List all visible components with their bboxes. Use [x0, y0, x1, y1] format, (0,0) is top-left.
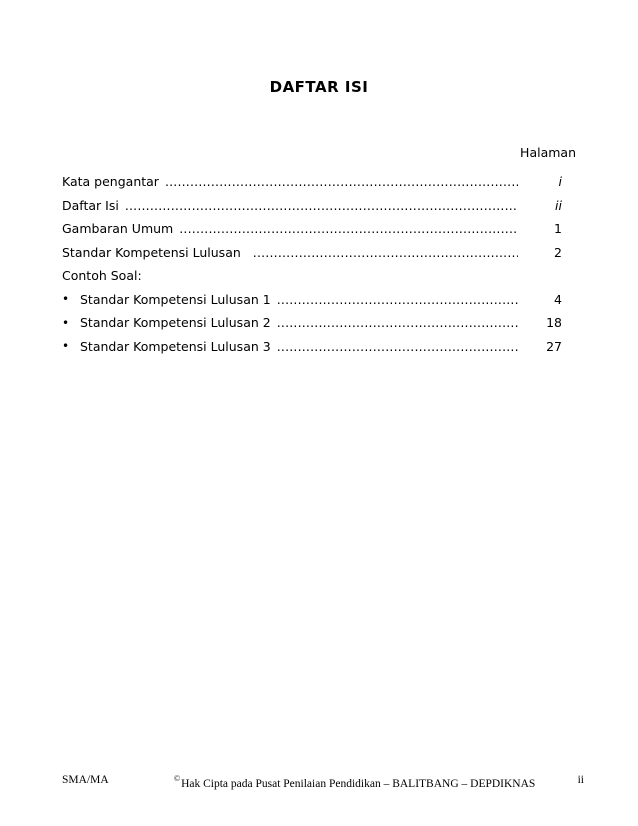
toc-entry-label: Standar Kompetensi Lulusan 2 [80, 315, 271, 331]
toc-entry-page: i [558, 174, 562, 190]
toc-entry-label: Gambaran Umum [62, 221, 174, 237]
bullet-icon: • [62, 292, 70, 307]
footer-copyright-text: Hak Cipta pada Pusat Penilaian Pendidikan – BALITBANG – DEPDIKNAS [181, 778, 536, 790]
copyright-icon: © [174, 774, 181, 783]
toc-entry-standar-kompetensi-lulusan [62, 241, 562, 265]
dot-leader [165, 174, 518, 189]
toc-section-contoh-soal [62, 264, 562, 288]
dot-leader [125, 198, 518, 213]
toc-entry-label: Standar Kompetensi Lulusan 1 [80, 291, 271, 307]
footer-school-level: SMA/MA [62, 774, 109, 786]
bullet-icon: • [62, 315, 70, 330]
toc-entry-skl-3 [62, 335, 562, 359]
dot-leader [277, 315, 518, 330]
toc-section-label: Contoh Soal: [62, 268, 142, 284]
page-column-header: Halaman [520, 145, 576, 160]
toc-entry-label: Kata pengantar [62, 174, 159, 190]
dot-leader [179, 221, 518, 236]
toc-entry-page: ii [555, 197, 562, 213]
document-title: DAFTAR ISI [269, 78, 369, 96]
dot-leader [253, 245, 518, 260]
toc-entry-label: Standar Kompetensi Lulusan 3 [80, 338, 271, 354]
toc-entry-page: 4 [554, 291, 562, 307]
footer-copyright [174, 774, 535, 790]
footer-page-number: ii [577, 774, 584, 786]
toc-entry-label: Daftar Isi [62, 197, 119, 213]
toc-entry-label: Standar Kompetensi Lulusan [62, 244, 241, 260]
toc-entry-page: 1 [554, 221, 562, 237]
bullet-icon: • [62, 339, 70, 354]
dot-leader [277, 339, 518, 354]
page-footer [62, 770, 584, 790]
toc-entry-page: 2 [554, 244, 562, 260]
toc-entry-kata-pengantar [62, 170, 562, 194]
toc-entry-daftar-isi [62, 194, 562, 218]
toc-entry-skl-1 [62, 288, 562, 312]
table-of-contents [62, 170, 562, 358]
toc-entry-page: 27 [546, 338, 562, 354]
dot-leader [277, 292, 518, 307]
toc-entry-skl-2 [62, 311, 562, 335]
toc-entry-page: 18 [546, 315, 562, 331]
toc-entry-gambaran-umum [62, 217, 562, 241]
